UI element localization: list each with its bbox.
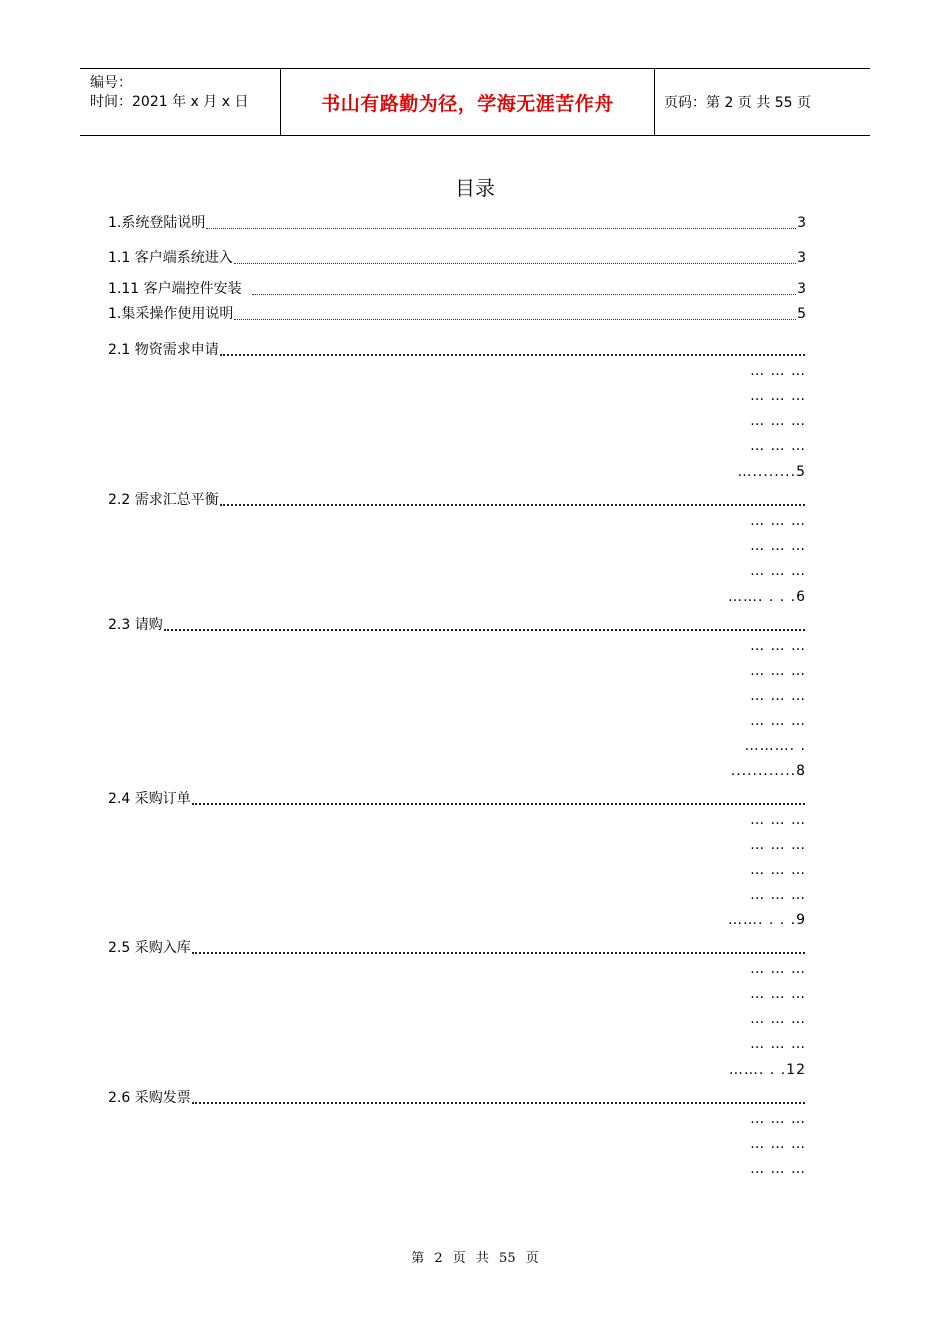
toc-entry-label: 1.1 客户端系统进入 — [108, 250, 233, 266]
toc-continuation: … … … — [750, 1036, 806, 1052]
toc-continuation: … … … — [750, 638, 806, 654]
toc-title: 目录 — [455, 176, 495, 200]
toc-entry-label: 2.1 物资需求申请 — [108, 342, 219, 358]
toc-continuation: … … … — [750, 713, 806, 729]
toc-continuation: …........5 — [737, 464, 806, 480]
toc-continuation: ………. . — [744, 738, 806, 754]
toc-entry[interactable] — [108, 276, 806, 298]
header-motto: 书山有路勤为径，学海无涯苦作舟 — [321, 92, 614, 115]
toc-leader — [220, 353, 805, 356]
toc-entry-label: 2.4 采购订单 — [108, 791, 191, 807]
toc-continuation: … … … — [750, 513, 806, 529]
toc-continuation: … … … — [750, 1011, 806, 1027]
header-page-info: 页码：第 2 页 共 55 页 — [664, 95, 811, 111]
toc-entry-label: 1.系统登陆说明 — [108, 215, 206, 231]
toc-continuation: … … … — [750, 1161, 806, 1177]
toc-continuation: … … … — [750, 688, 806, 704]
toc-entry[interactable] — [108, 337, 806, 359]
toc-entry[interactable] — [108, 786, 806, 808]
toc-entry[interactable] — [108, 612, 806, 634]
toc-continuation: … … … — [750, 413, 806, 429]
toc-leader — [234, 262, 796, 264]
toc-continuation: … … … — [750, 1136, 806, 1152]
toc-leader — [192, 1101, 805, 1104]
toc-continuation: ……. . . .9 — [727, 912, 806, 928]
toc-leader — [220, 503, 805, 506]
toc-continuation: … … … — [750, 812, 806, 828]
toc-continuation: … … … — [750, 887, 806, 903]
toc-continuation: … … … — [750, 1111, 806, 1127]
toc-continuation: ……. . .12 — [728, 1062, 806, 1078]
toc-entry-label: 2.3 请购 — [108, 617, 163, 633]
toc-continuation: … … … — [750, 961, 806, 977]
toc-leader — [164, 628, 805, 631]
toc-leader — [234, 318, 796, 320]
document-number-label: 编号： — [90, 75, 132, 91]
toc-leader — [192, 951, 805, 954]
toc-entry-label: 2.6 采购发票 — [108, 1090, 191, 1106]
toc-leader — [252, 293, 796, 295]
toc-entry-label: 2.2 需求汇总平衡 — [108, 492, 219, 508]
toc-continuation: … … … — [750, 538, 806, 554]
toc-entry[interactable] — [108, 245, 806, 267]
document-date: 时间：2021 年 x 月 x 日 — [90, 94, 249, 110]
toc-continuation: ............8 — [730, 763, 806, 779]
toc-continuation: … … … — [750, 663, 806, 679]
toc-entry[interactable] — [108, 210, 806, 232]
toc-entry-page: 5 — [797, 306, 806, 322]
toc-entry-label: 1.11 客户端控件安装 — [108, 281, 242, 297]
toc-entry[interactable] — [108, 935, 806, 957]
toc-continuation: … … … — [750, 388, 806, 404]
toc-entry-page: 3 — [797, 281, 806, 297]
toc-entry[interactable] — [108, 301, 806, 323]
page-footer: 第 2 页 共 55 页 — [411, 1251, 539, 1266]
toc-entry-label: 1.集采操作使用说明 — [108, 306, 234, 322]
toc-entry-page: 3 — [797, 215, 806, 231]
toc-continuation: … … … — [750, 986, 806, 1002]
toc-entry-label: 2.5 采购入库 — [108, 940, 191, 956]
toc-leader — [206, 227, 796, 229]
toc-continuation: … … … — [750, 837, 806, 853]
toc-continuation: … … … — [750, 438, 806, 454]
toc-leader — [192, 802, 805, 805]
toc-entry[interactable] — [108, 487, 806, 509]
toc-continuation: ……. . . .6 — [727, 589, 806, 605]
toc-entry[interactable] — [108, 1085, 806, 1107]
toc-continuation: … … … — [750, 563, 806, 579]
toc-continuation: … … … — [750, 363, 806, 379]
toc-entry-page: 3 — [797, 250, 806, 266]
toc-continuation: … … … — [750, 862, 806, 878]
